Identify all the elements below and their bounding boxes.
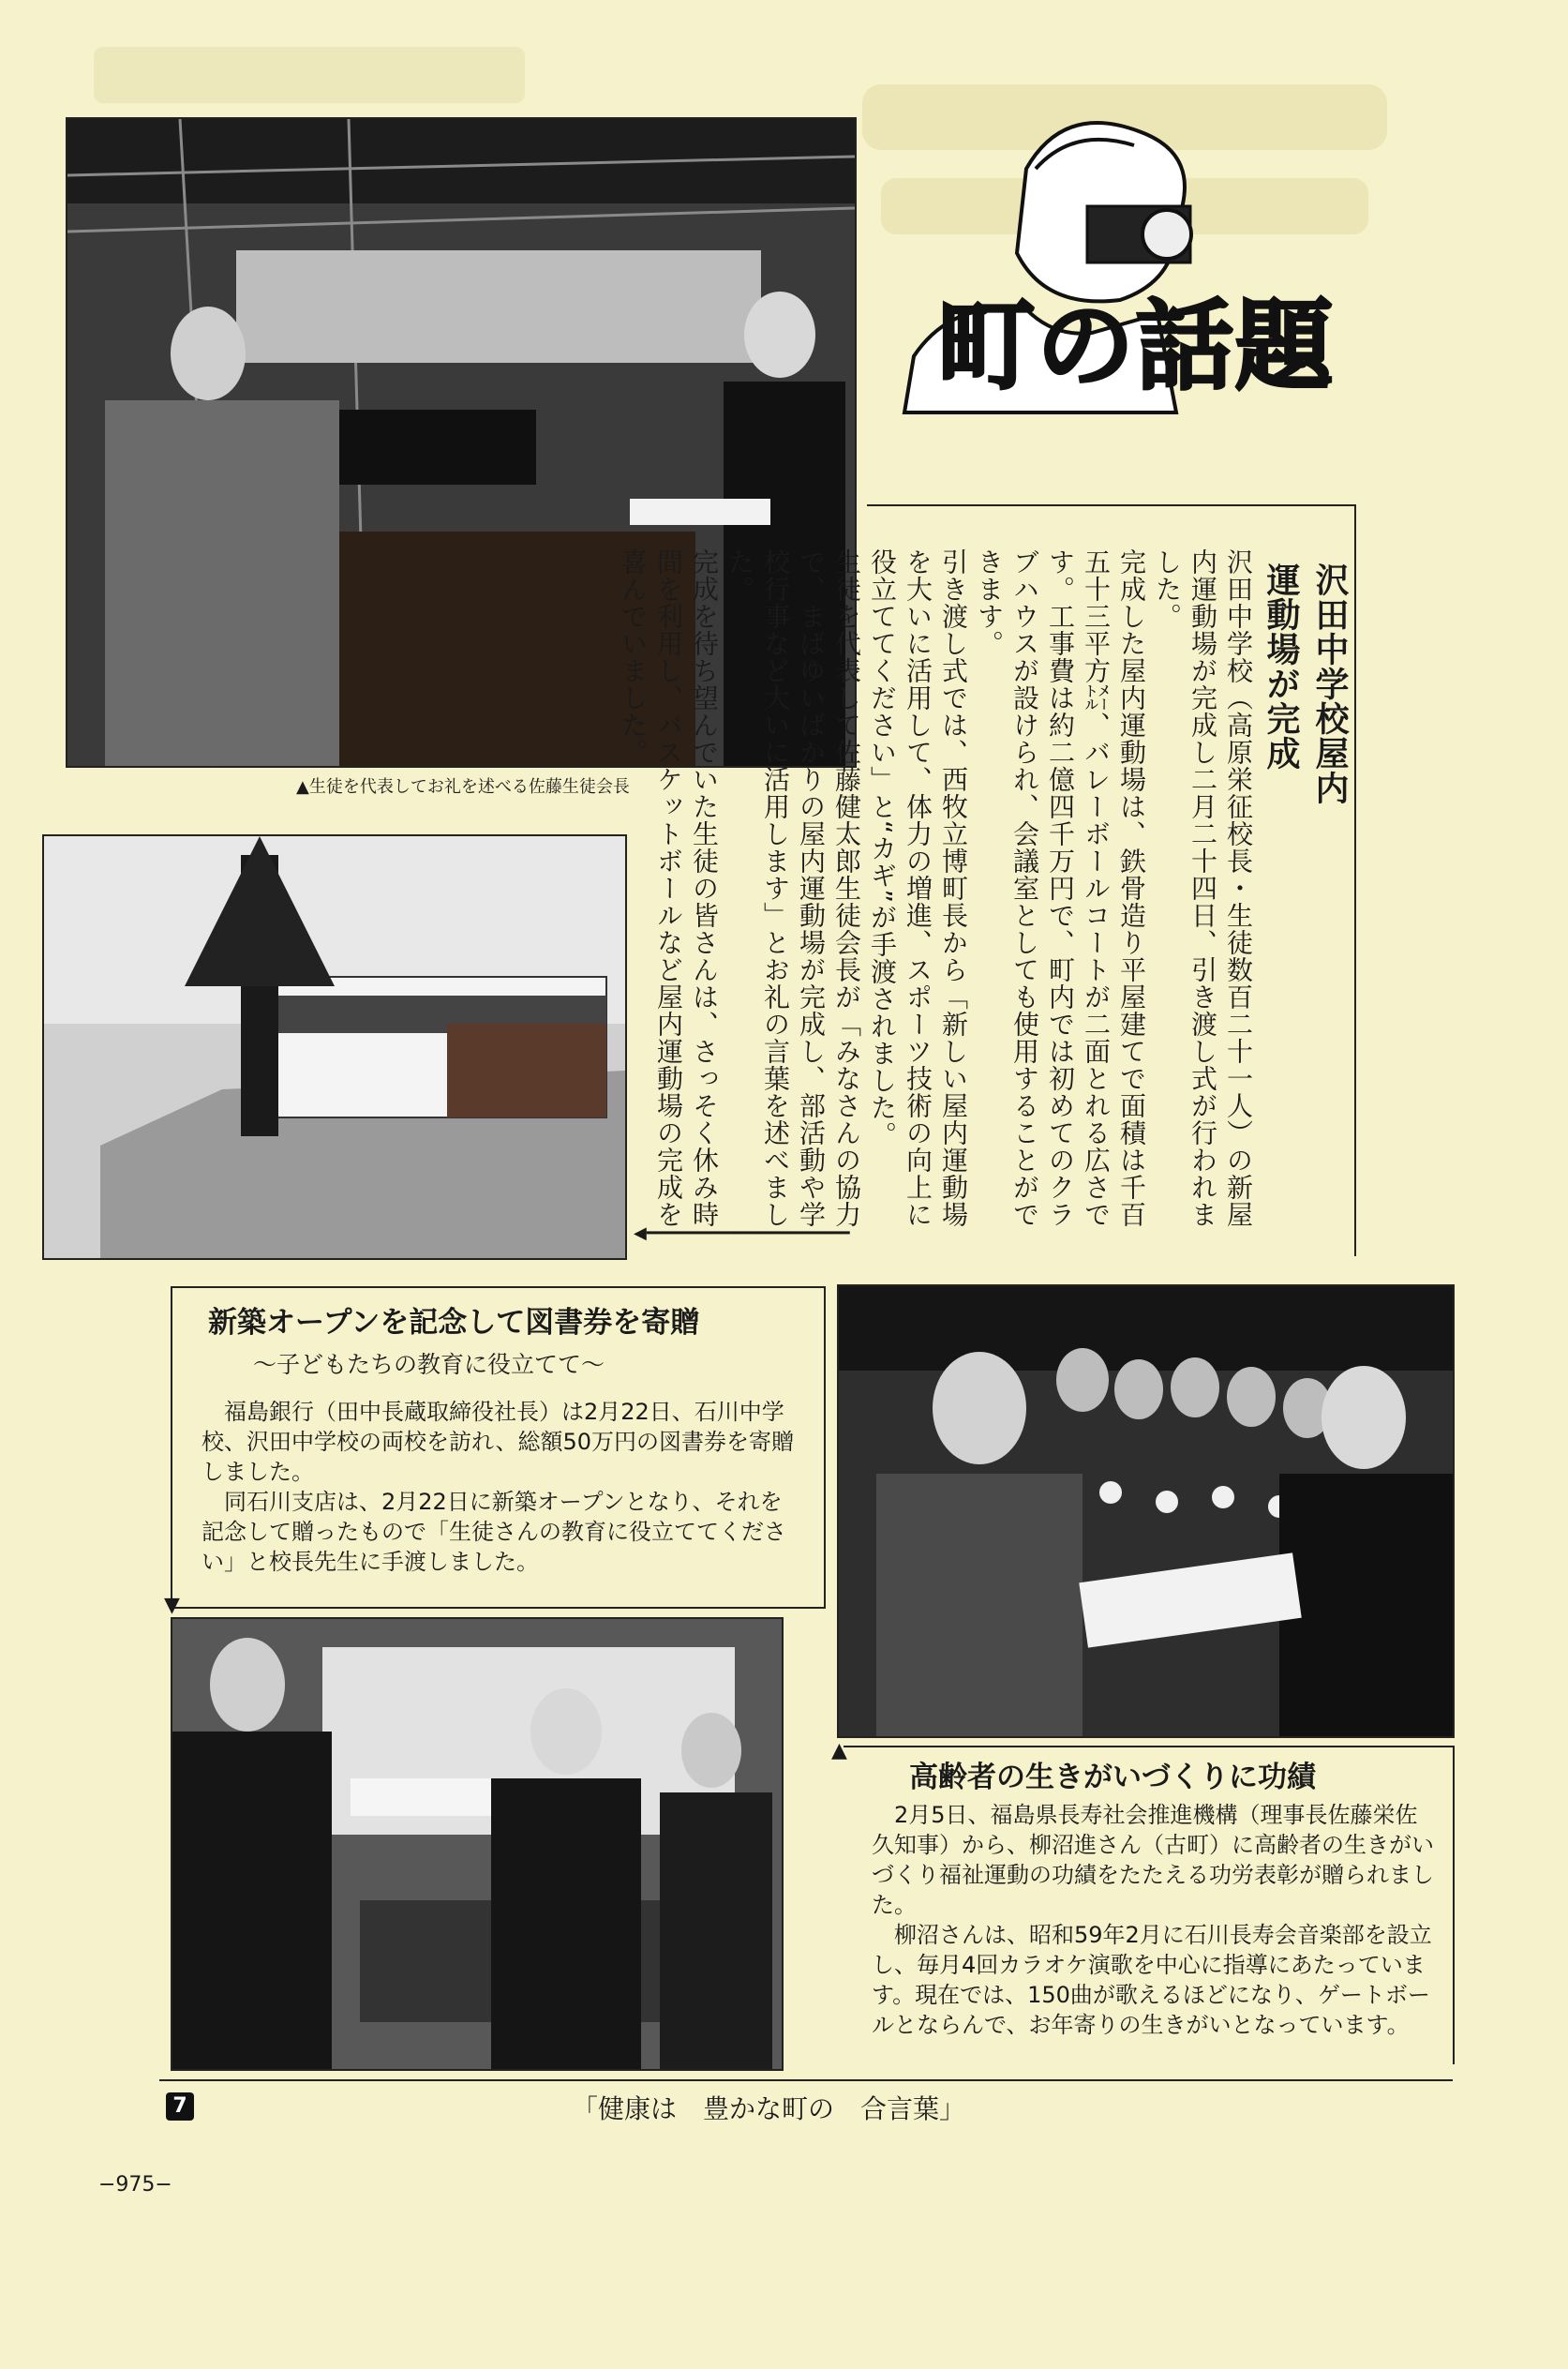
photo-new-gym-building [42,834,627,1260]
article3-para2: 柳沼さんは、昭和59年2月に石川長寿会音楽部を設立し、毎月4回カラオケ演歌を中心に指導にあたっています。現在では、150曲が歌えるほどになり、ゲートボールとならんで、お年寄りの生きがいとなっています。 [872,1922,1432,2038]
footer-slogan: 「健康は 豊かな町の 合言葉」 [572,2093,966,2124]
photo-award-ceremony [837,1284,1455,1738]
section-logo: 町の話題 [937,289,1336,403]
article1-title: 沢田中学校屋内 運動場が完成 [1262,562,1349,805]
page-marker [166,2092,194,2121]
article3-body [872,1800,1434,2040]
photo-book-voucher-presentation [171,1617,784,2071]
up-arrow: ▲ [831,1739,847,1762]
article2-title: 新築オープンを記念して図書券を寄贈 [208,1306,700,1340]
page-number: −975− [98,2173,172,2197]
article2-body [202,1397,801,1577]
article1-body: 沢田中学校（高原栄征校長・生徒数百二十一人）の新屋内運動場が完成し二月二十四日、引き渡し式が行われました。 完成した屋内運動場は、鉄骨造り平屋建てで面積は千百五十三平方㍍、バレーボールコートが二面とれる広さです。工事費は約二億四千万円で、町内では初めてのクラブハウスが設けられ、会議室としても使用することができます。 引き渡し式では、西牧立博町長から「新しい屋内運動場を大いに活用して、体力の増進、スポーツ技術の向上に役立ててください」と“カギ”が手渡されました。 生徒を代表して佐藤健太郎生徒会長が「みなさんの協力で、まばゆいばかりの屋内運動場が完成し、部活動や学校行事など大いに活用します」とお礼の言葉を述べました。 完成を待ち望んでいた生徒の皆さんは、さっそく休み時間を利用し、バスケットボールなど屋内運動場の完成を喜んでいました。 [618,548,1254,1228]
article2-subtitle: 〜子どもたちの教育に役立てて〜 [253,1351,605,1378]
article2-para1: 福島銀行（田中長蔵取締役社長）は2月22日、石川中学校、沢田中学校の両校を訪れ、総額50万円の図書券を寄贈しました。 [202,1399,794,1485]
footer-rule [159,2079,1453,2081]
article2-para2: 同石川支店は、2月22日に新築オープンとなり、それを記念して贈ったもので「生徒さんの教育に役立ててください」と校長先生に手渡しました。 [202,1489,786,1575]
photo-arrow: ◀━━━━━━━━━━━━━━━━━━━━ [634,1223,850,1243]
photo-caption: ▲生徒を代表してお礼を述べる佐藤生徒会長 [296,777,630,797]
down-arrow: ▼ [164,1594,180,1617]
page-marker-number: 7 [172,2094,187,2118]
article3-para1: 2月5日、福島県長寿社会推進機構（理事長佐藤栄佐久知事）から、柳沼進さん（古町）に高齢者の生きがいづくり福祉運動の功績をたたえる功労表彰が贈られました。 [872,1802,1434,1918]
bleed-through [94,47,525,103]
article3-title: 高齢者の生きがいづくりに功績 [909,1761,1316,1794]
